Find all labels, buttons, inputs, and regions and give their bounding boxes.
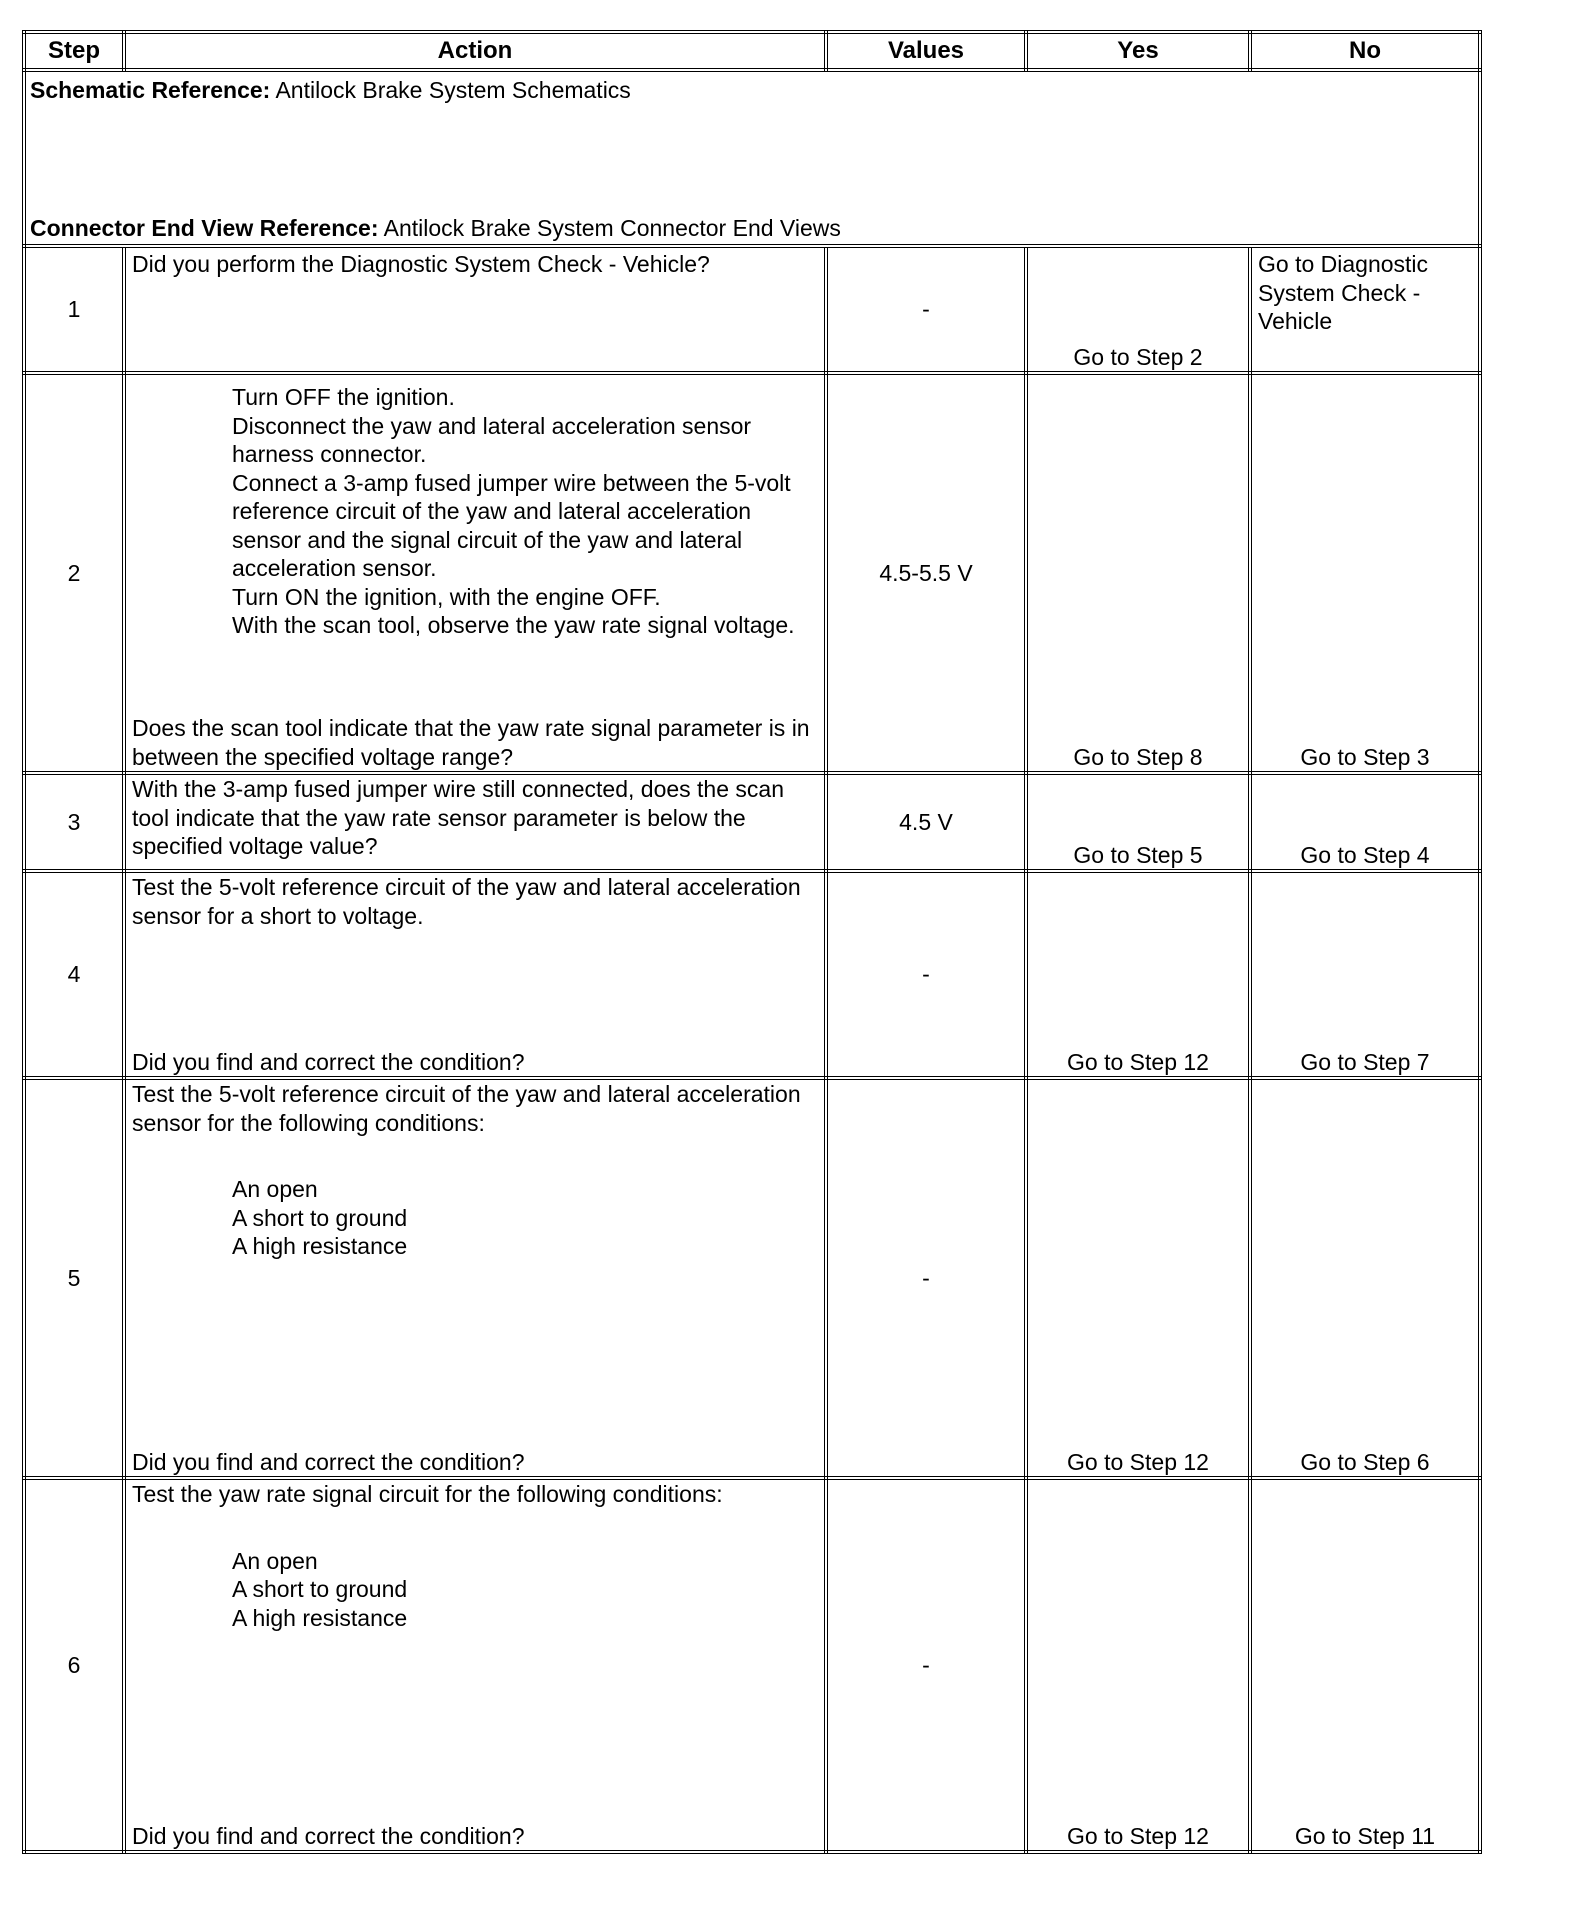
header-yes: Yes — [1026, 32, 1250, 70]
no-cell[interactable]: Go to Step 11 — [1250, 1478, 1480, 1852]
action-cell — [124, 1078, 826, 1478]
no-cell[interactable]: Go to Diagnostic System Check - Vehicle — [1250, 246, 1480, 373]
action-cell — [124, 773, 826, 871]
yes-cell[interactable]: Go to Step 12 — [1026, 1478, 1250, 1852]
action-cell — [124, 246, 826, 373]
values-cell: - — [826, 246, 1026, 373]
instruction-item: Turn ON the ignition, with the engine OFF. — [232, 583, 661, 610]
table-row — [24, 1078, 1480, 1478]
question-text: Did you find and correct the condition? — [132, 1048, 525, 1075]
header-row — [24, 32, 1480, 70]
values-cell: - — [826, 871, 1026, 1078]
action-text: Test the yaw rate signal circuit for the following conditions: — [132, 1481, 723, 1507]
yes-cell[interactable]: Go to Step 12 — [1026, 871, 1250, 1078]
reference-cell — [24, 70, 1480, 246]
yes-cell[interactable]: Go to Step 5 — [1026, 773, 1250, 871]
no-cell[interactable]: Go to Step 7 — [1250, 871, 1480, 1078]
values-cell: - — [826, 1478, 1026, 1852]
header-values: Values — [826, 32, 1026, 70]
condition-item: A high resistance — [232, 1233, 408, 1259]
yes-cell[interactable]: Go to Step 8 — [1026, 373, 1250, 773]
values-cell: 4.5-5.5 V — [826, 373, 1026, 773]
table-row — [24, 1478, 1480, 1852]
condition-item: A short to ground — [232, 1204, 408, 1231]
diagnostic-table — [22, 30, 1482, 1854]
step-number: 2 — [24, 373, 124, 773]
condition-item: A high resistance — [232, 1604, 408, 1631]
no-cell[interactable]: Go to Step 6 — [1250, 1078, 1480, 1478]
values-cell: - — [826, 1078, 1026, 1478]
question-text: Did you find and correct the condition? — [132, 1448, 525, 1475]
action-cell — [124, 1478, 826, 1852]
action-text: Did you perform the Diagnostic System Check - Vehicle? — [132, 251, 710, 277]
table-row — [24, 246, 1480, 373]
connector-reference — [30, 214, 1474, 243]
instruction-list — [132, 383, 818, 640]
action-cell — [124, 373, 826, 773]
instruction-item: Turn OFF the ignition. — [232, 384, 455, 410]
no-cell[interactable]: Go to Step 3 — [1250, 373, 1480, 773]
step-number: 1 — [24, 246, 124, 373]
action-text: Test the 5-volt reference circuit of the yaw and lateral acceleration sensor for a short to voltage. — [132, 874, 801, 929]
instruction-item: With the scan tool, observe the yaw rate signal voltage. — [232, 612, 795, 638]
action-cell — [124, 871, 826, 1078]
reference-row — [24, 70, 1480, 246]
condition-item: A short to ground — [232, 1576, 408, 1602]
step-number: 3 — [24, 773, 124, 871]
action-block — [132, 1480, 818, 1632]
connector-reference-label: Connector End View Reference: — [30, 214, 379, 241]
action-text: With the 3-amp fused jumper wire still connected, does the scan tool indicate that the yaw rate sensor parameter is below the specified voltage value? — [132, 776, 784, 859]
condition-item: An open — [232, 1547, 318, 1574]
step-number: 5 — [24, 1078, 124, 1478]
values-cell: 4.5 V — [826, 773, 1026, 871]
table-row — [24, 373, 1480, 773]
yes-cell[interactable]: Go to Step 12 — [1026, 1078, 1250, 1478]
step-number: 4 — [24, 871, 124, 1078]
schematic-reference — [30, 76, 1474, 105]
no-cell[interactable]: Go to Step 4 — [1250, 773, 1480, 871]
question-text: Does the scan tool indicate that the yaw rate signal parameter is in between the specified voltage range? — [132, 715, 810, 770]
yes-cell[interactable]: Go to Step 2 — [1026, 246, 1250, 373]
header-step: Step — [24, 32, 124, 70]
connector-reference-link[interactable]: Antilock Brake System Connector End Views — [378, 214, 841, 241]
step-number: 6 — [24, 1478, 124, 1852]
header-no: No — [1250, 32, 1480, 70]
table-row — [24, 871, 1480, 1078]
instruction-item: Connect a 3-amp fused jumper wire between the 5-volt reference circuit of the yaw and lateral acceleration sensor and the signal circuit of the yaw and lateral acceleration sensor. — [232, 469, 791, 581]
header-action: Action — [124, 32, 826, 70]
schematic-reference-label: Schematic Reference: — [30, 77, 271, 103]
table-row — [24, 773, 1480, 871]
condition-item: An open — [232, 1176, 318, 1202]
schematic-reference-link[interactable]: Antilock Brake System Schematics — [270, 77, 631, 103]
action-text: Test the 5-volt reference circuit of the yaw and lateral acceleration sensor for the following conditions: — [132, 1081, 801, 1136]
condition-list — [132, 1547, 818, 1633]
condition-list — [132, 1175, 818, 1261]
action-block — [132, 1080, 818, 1261]
question-text: Did you find and correct the condition? — [132, 1822, 525, 1849]
instruction-item: Disconnect the yaw and lateral acceleration sensor harness connector. — [232, 412, 752, 467]
